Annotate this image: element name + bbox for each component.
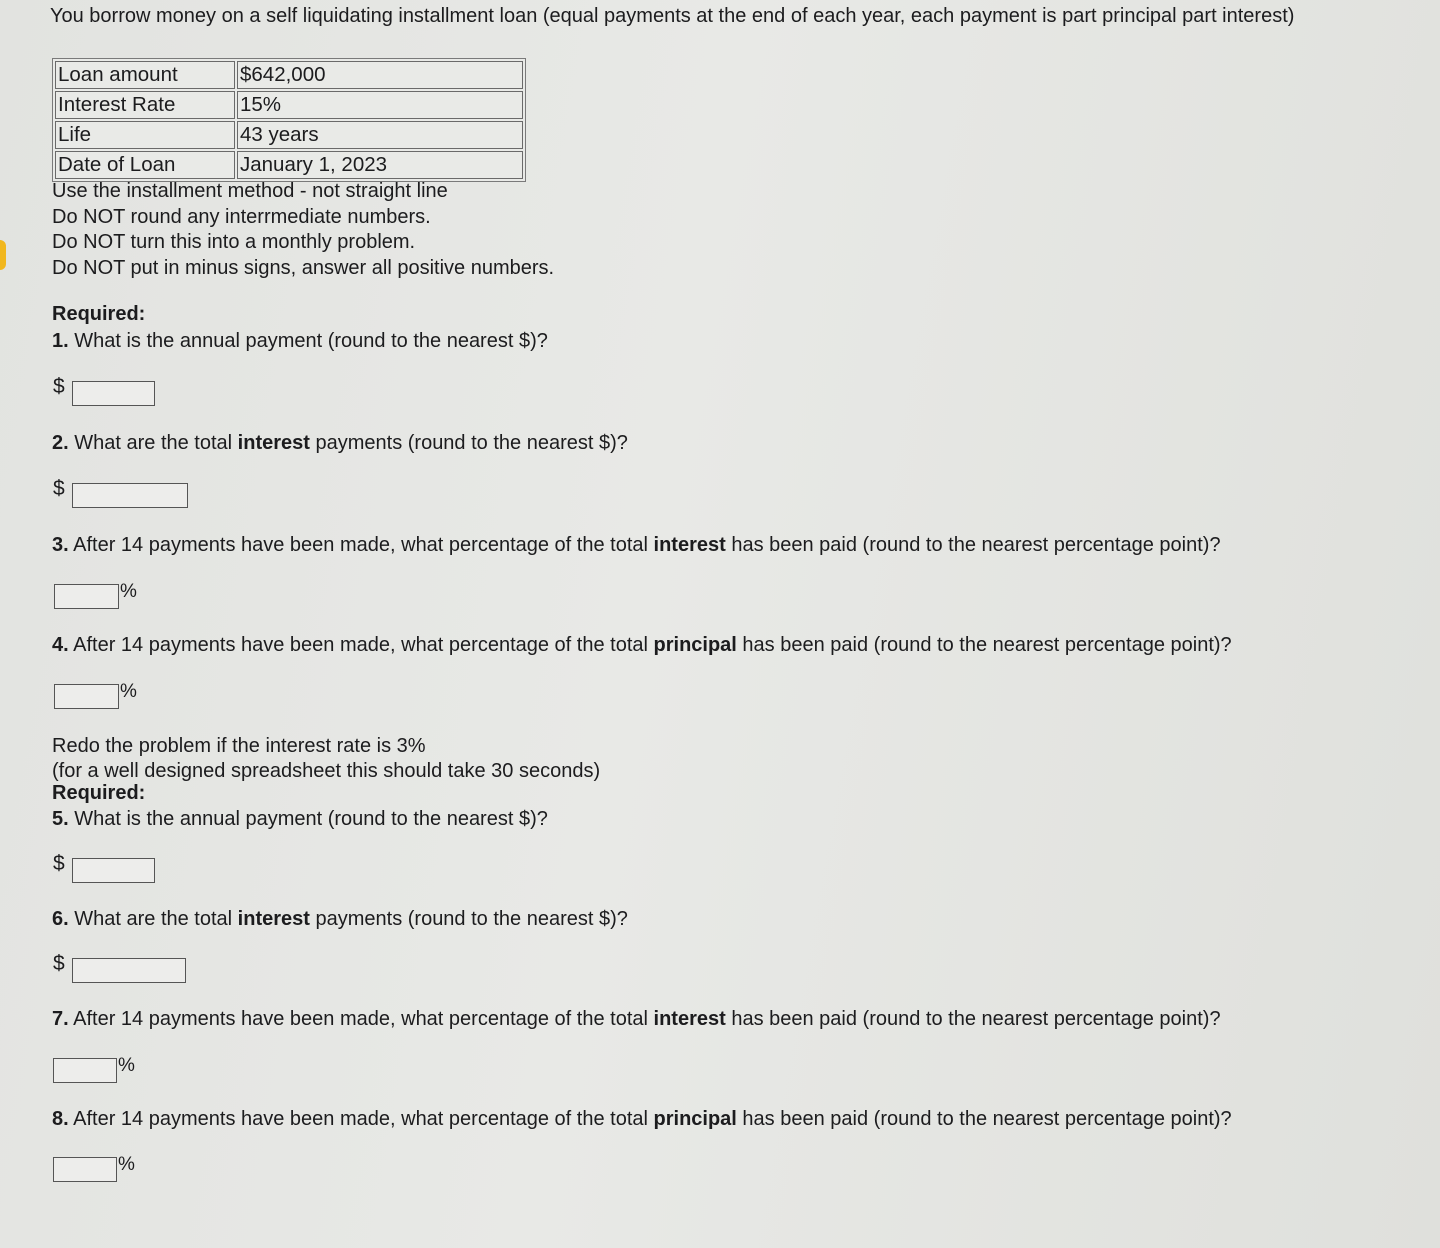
question-text: What are the total bbox=[74, 908, 238, 930]
question-3 bbox=[52, 533, 1221, 557]
answer-4-input[interactable] bbox=[54, 684, 119, 709]
loan-details-table bbox=[52, 58, 526, 182]
question-8 bbox=[52, 1107, 1232, 1131]
table-row bbox=[55, 151, 523, 179]
question-1 bbox=[52, 329, 548, 353]
required-heading: Required: bbox=[52, 303, 146, 325]
interest-rate-value: 15% bbox=[237, 91, 523, 119]
answer-3-input[interactable] bbox=[54, 584, 119, 609]
loan-amount-label: Loan amount bbox=[55, 61, 235, 89]
screen-edge-tab bbox=[0, 240, 6, 270]
question-text: has been paid (round to the nearest percentage point)? bbox=[725, 534, 1221, 556]
answer-7-input[interactable] bbox=[53, 1058, 117, 1083]
question-number: 5. bbox=[52, 808, 69, 830]
interest-rate-label: Interest Rate bbox=[55, 91, 235, 119]
life-label: Life bbox=[55, 121, 235, 149]
question-text: After 14 payments have been made, what percentage of the total bbox=[73, 534, 654, 556]
question-number: 2. bbox=[52, 432, 69, 454]
instruction-line: Do NOT turn this into a monthly problem. bbox=[52, 231, 416, 253]
question-number: 6. bbox=[52, 908, 69, 930]
question-number: 8. bbox=[52, 1108, 69, 1130]
question-number: 7. bbox=[52, 1008, 69, 1030]
question-emphasis: principal bbox=[653, 634, 737, 656]
question-number: 3. bbox=[52, 534, 69, 556]
percent-sign: % bbox=[120, 581, 137, 602]
question-emphasis: interest bbox=[237, 908, 310, 930]
question-5 bbox=[52, 807, 548, 831]
question-2 bbox=[52, 431, 628, 455]
instructions-list bbox=[52, 179, 554, 281]
life-value: 43 years bbox=[237, 121, 523, 149]
dollar-sign: $ bbox=[53, 952, 65, 975]
question-text: After 14 payments have been made, what percentage of the total bbox=[73, 634, 654, 656]
dollar-sign: $ bbox=[53, 852, 65, 875]
question-text: has been paid (round to the nearest percentage point)? bbox=[736, 1108, 1232, 1130]
percent-sign: % bbox=[120, 681, 137, 702]
problem-intro: You borrow money on a self liquidating installment loan (equal payments at the end of each year, each payment is part principal part interest) bbox=[50, 5, 1295, 27]
answer-5-input[interactable] bbox=[72, 858, 155, 883]
question-text: payments (round to the nearest $)? bbox=[309, 908, 628, 930]
question-emphasis: principal bbox=[653, 1108, 737, 1130]
table-row bbox=[55, 61, 523, 89]
question-text: payments (round to the nearest $)? bbox=[309, 432, 628, 454]
answer-6-input[interactable] bbox=[72, 958, 186, 983]
table-row bbox=[55, 121, 523, 149]
percent-sign: % bbox=[118, 1154, 135, 1175]
instruction-line: Use the installment method - not straight line bbox=[52, 180, 448, 202]
loan-date-label: Date of Loan bbox=[55, 151, 235, 179]
question-text: What is the annual payment (round to the nearest $)? bbox=[74, 330, 548, 352]
question-number: 4. bbox=[52, 634, 69, 656]
dollar-sign: $ bbox=[53, 477, 65, 500]
redo-line-2: (for a well designed spreadsheet this should take 30 seconds) bbox=[52, 760, 601, 782]
instruction-line: Do NOT put in minus signs, answer all positive numbers. bbox=[52, 256, 555, 279]
question-emphasis: interest bbox=[653, 534, 726, 556]
required-heading: Required: bbox=[52, 782, 146, 804]
percent-sign: % bbox=[118, 1055, 135, 1076]
table-row bbox=[55, 91, 523, 119]
loan-date-value: January 1, 2023 bbox=[237, 151, 523, 179]
question-text: has been paid (round to the nearest percentage point)? bbox=[736, 634, 1232, 656]
question-4 bbox=[52, 633, 1232, 657]
question-emphasis: interest bbox=[237, 432, 310, 454]
question-text: After 14 payments have been made, what percentage of the total bbox=[73, 1108, 654, 1130]
redo-line-1: Redo the problem if the interest rate is 3% bbox=[52, 735, 426, 757]
answer-1-input[interactable] bbox=[72, 381, 155, 406]
question-text: After 14 payments have been made, what percentage of the total bbox=[73, 1008, 654, 1030]
question-7 bbox=[52, 1007, 1221, 1031]
question-text: What are the total bbox=[74, 432, 238, 454]
dollar-sign: $ bbox=[53, 375, 65, 398]
question-number: 1. bbox=[52, 330, 69, 352]
loan-amount-value: $642,000 bbox=[237, 61, 523, 89]
question-text: has been paid (round to the nearest percentage point)? bbox=[725, 1008, 1221, 1030]
answer-2-input[interactable] bbox=[72, 483, 188, 508]
question-text: What is the annual payment (round to the nearest $)? bbox=[74, 808, 548, 830]
answer-8-input[interactable] bbox=[53, 1157, 117, 1182]
instruction-line: Do NOT round any interrmediate numbers. bbox=[52, 205, 431, 228]
question-6 bbox=[52, 907, 628, 931]
question-emphasis: interest bbox=[653, 1008, 726, 1030]
